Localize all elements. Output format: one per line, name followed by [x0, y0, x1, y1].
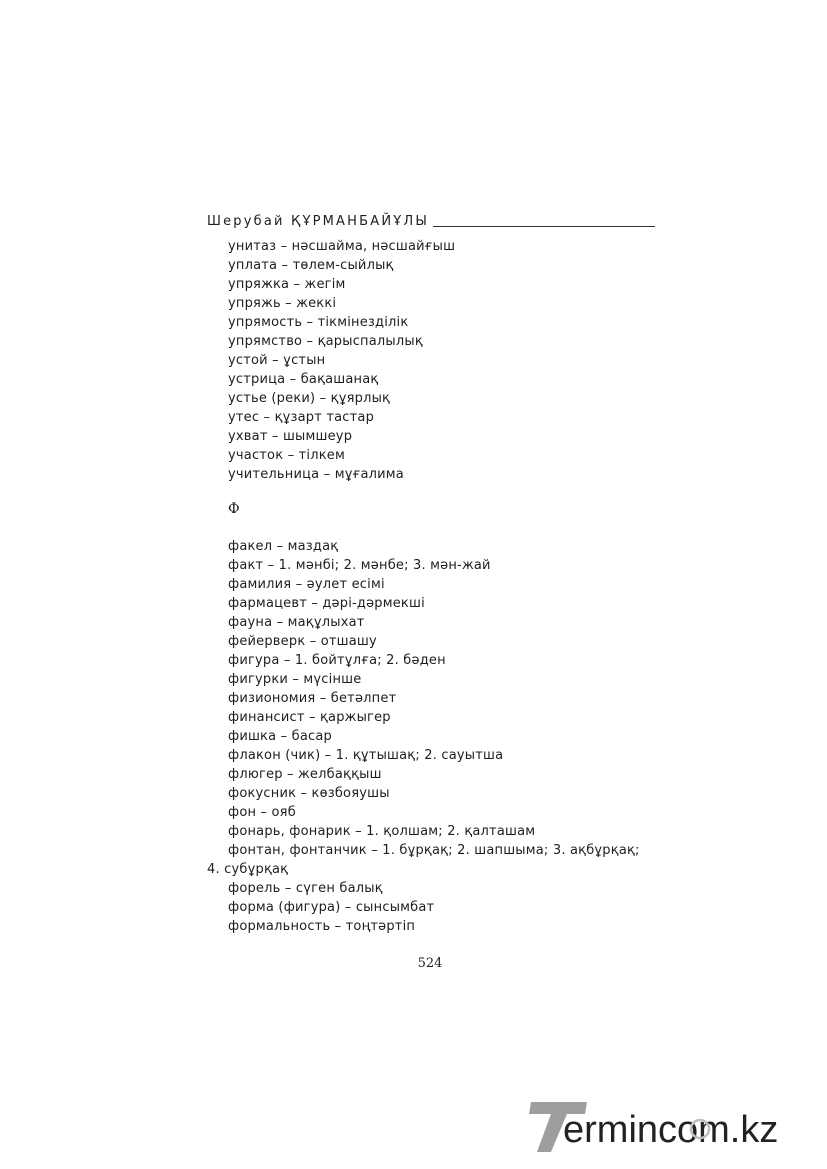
dictionary-entry: фигура – 1. бойтұлға; 2. бәден [228, 653, 446, 668]
dictionary-entry: форель – сүген балық [228, 881, 383, 896]
dictionary-entry: фон – ояб [228, 805, 296, 820]
dictionary-entry: фокусник – көзбояушы [228, 786, 390, 801]
dictionary-entry: физиономия – бетәлпет [228, 691, 397, 706]
header-rule [433, 226, 655, 227]
dictionary-entry: фауна – мақұлыхат [228, 615, 365, 630]
dictionary-entry: фишка – басар [228, 729, 332, 744]
dictionary-entry: устрица – бақашанақ [228, 372, 379, 387]
dictionary-entry: фонтан, фонтанчик – 1. бұрқақ; 2. шапшыма; 3. ақбұрқақ; [228, 843, 640, 858]
dictionary-entry: упряжь – жеккі [228, 296, 337, 311]
dictionary-entry: упрямство – қарыспалылық [228, 334, 423, 349]
dictionary-entry: факт – 1. мәнбі; 2. мәнбе; 3. мән-жай [228, 558, 491, 573]
svg-text:ermincom.kz: ermincom.kz [563, 1109, 779, 1151]
author-name: Шерубай ҚҰРМАНБАЙҰЛЫ [207, 214, 430, 229]
page-number: 524 [417, 956, 443, 971]
dictionary-entry: устой – ұстын [228, 353, 326, 368]
dictionary-entry: устье (реки) – құярлық [228, 391, 391, 406]
dictionary-entry: фармацевт – дәрі-дәрмекші [228, 596, 425, 611]
dictionary-entry: уплата – төлем-сыйлық [228, 258, 394, 273]
section-letter: Ф [228, 501, 240, 517]
running-head [207, 212, 655, 230]
termincom-logo [525, 1098, 815, 1154]
dictionary-entry: упряжка – жегім [228, 277, 346, 292]
dictionary-entry: фонарь, фонарик – 1. қолшам; 2. қалташам [228, 824, 536, 839]
dictionary-entry: финансист – қаржыгер [228, 710, 391, 725]
dictionary-entry: формальность – тоңтәртіп [228, 919, 416, 934]
dictionary-entry: фейерверк – отшашу [228, 634, 377, 649]
dictionary-entry: форма (фигура) – сынсымбат [228, 900, 435, 915]
entry-list-u [207, 237, 667, 484]
dictionary-entry: флакон (чик) – 1. құтышақ; 2. сауытша [228, 748, 504, 763]
dictionary-entry: фигурки – мүсінше [228, 672, 362, 687]
dictionary-entry: участок – тілкем [228, 448, 345, 463]
dictionary-entry: учительница – мұғалима [228, 467, 404, 482]
dictionary-entry: унитаз – нәсшайма, нәсшайғыш [228, 239, 456, 254]
entry-list-f [207, 537, 667, 936]
dictionary-entry: ухват – шымшеур [228, 429, 353, 444]
dictionary-entry: фамилия – әулет есімі [228, 577, 385, 592]
dictionary-entry: утес – құзарт тастар [228, 410, 375, 425]
dictionary-entry: флюгер – желбаққыш [228, 767, 382, 782]
dictionary-entry-continuation: 4. субұрқақ [207, 862, 289, 877]
dictionary-entry: упрямость – тікмінезділік [228, 315, 409, 330]
dictionary-entry: факел – маздақ [228, 539, 339, 554]
